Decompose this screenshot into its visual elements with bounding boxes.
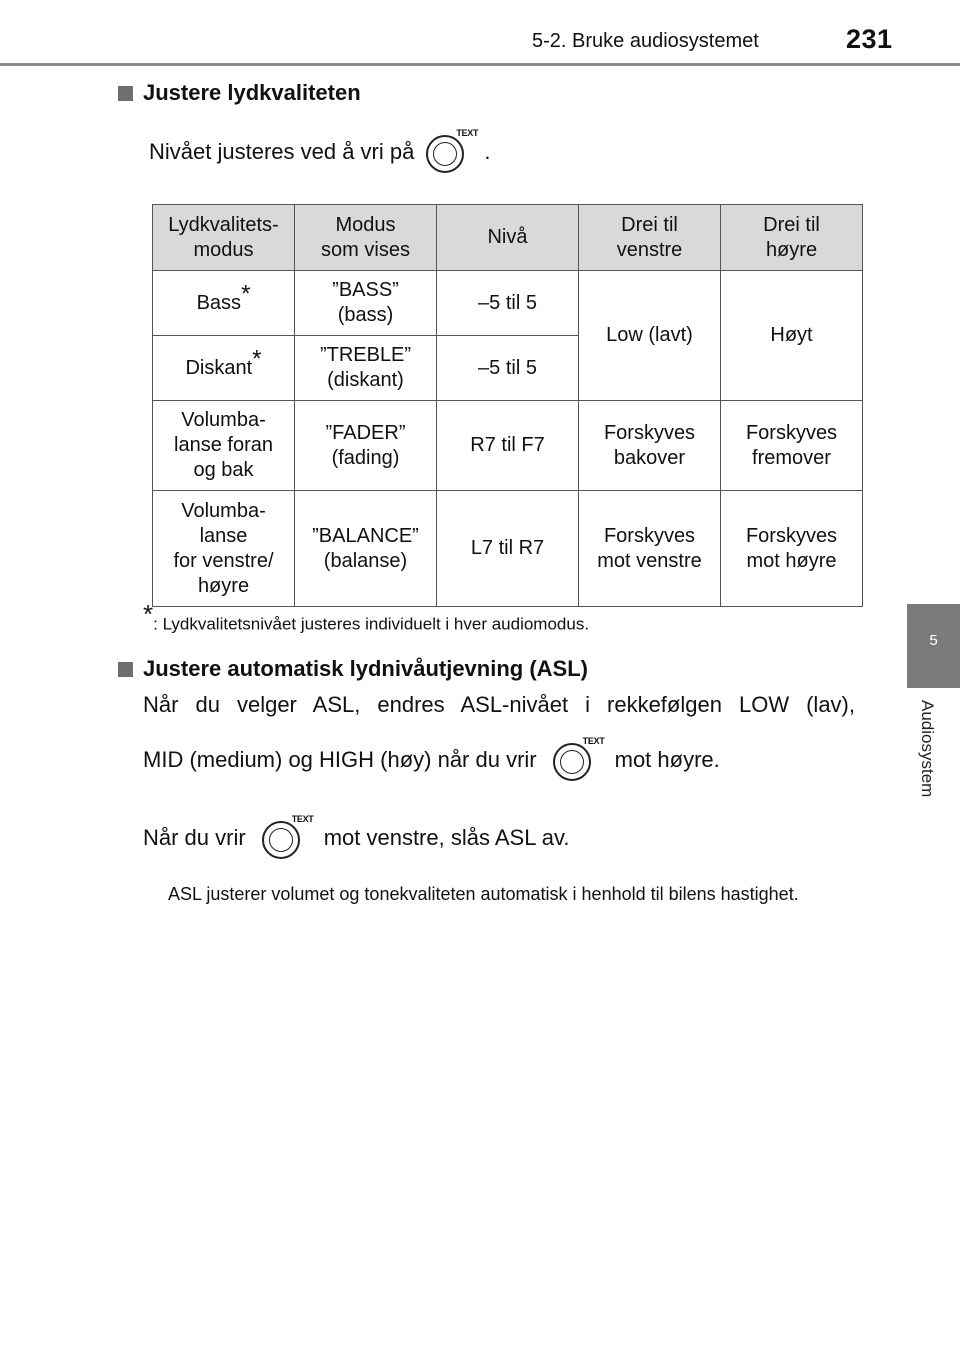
column-header: Nivå: [437, 205, 579, 271]
column-header: Lydkvalitets- modus: [153, 205, 295, 271]
section-heading-asl: [118, 656, 588, 682]
asl-line-1: Når du velger ASL, endres ASL-nivået i rekkefølgen LOW (lav),: [143, 692, 855, 717]
intro-text-end: .: [484, 139, 491, 164]
chapter-label: Audiosystem: [918, 700, 937, 798]
display-cell: ”TREBLE” (diskant): [295, 336, 437, 401]
asterisk-marker: *: [143, 599, 154, 629]
column-header: Drei til venstre: [579, 205, 721, 271]
asl-line-3: [143, 816, 569, 860]
level-cell: –5 til 5: [437, 336, 579, 401]
column-header: Drei til høyre: [721, 205, 863, 271]
page-number: 231: [846, 24, 893, 54]
header-divider: [0, 63, 960, 66]
turn-right-cell: Høyt: [721, 271, 863, 401]
mode-cell: Volumba- lanse foran og bak: [153, 401, 295, 491]
table-row: [153, 491, 863, 607]
asl-line-3-text: Når du vrir: [143, 825, 246, 850]
table-row: [153, 271, 863, 336]
mode-cell: Diskant*: [153, 336, 295, 401]
text-knob-icon: TEXT: [551, 738, 601, 782]
chapter-number: 5: [929, 632, 938, 649]
turn-left-cell: Forskyves mot venstre: [579, 491, 721, 607]
text-knob-icon: TEXT: [424, 130, 474, 174]
asl-note: ASL justerer volumet og tonekvaliteten automatisk i henhold til bilens hastighet.: [168, 884, 799, 904]
turn-left-cell: Low (lavt): [579, 271, 721, 401]
level-cell: L7 til R7: [437, 491, 579, 607]
intro-text: Nivået justeres ved å vri på: [149, 139, 415, 164]
display-cell: ”BASS” (bass): [295, 271, 437, 336]
section-heading-text: Justere lydkvaliteten: [143, 80, 361, 105]
chapter-tab: [907, 604, 960, 688]
asl-line-2-end: mot høyre.: [614, 747, 720, 772]
turn-left-cell: Forskyves bakover: [579, 401, 721, 491]
level-cell: R7 til F7: [437, 401, 579, 491]
table-header-row: [153, 205, 863, 271]
table-footnote: [143, 599, 590, 635]
table-row: [153, 401, 863, 491]
asterisk-marker: *: [252, 344, 262, 372]
footnote-text: : Lydkvalitetsnivået justeres individuelt i hver audiomodus.: [153, 614, 590, 634]
asl-line-2-text: MID (medium) og HIGH (høy) når du vrir: [143, 747, 537, 772]
display-cell: ”BALANCE” (balanse): [295, 491, 437, 607]
mode-cell: Bass*: [153, 271, 295, 336]
turn-right-cell: Forskyves mot høyre: [721, 491, 863, 607]
asterisk-marker: *: [241, 279, 251, 307]
square-bullet-icon: [118, 662, 133, 677]
header-section-title: 5-2. Bruke audiosystemet: [532, 30, 759, 52]
column-header: Modus som vises: [295, 205, 437, 271]
level-cell: –5 til 5: [437, 271, 579, 336]
text-knob-icon: TEXT: [260, 816, 310, 860]
mode-cell: Volumba- lanse for venstre/ høyre: [153, 491, 295, 607]
display-cell: ”FADER” (fading): [295, 401, 437, 491]
asl-line-2: [143, 738, 720, 782]
section-heading-text: Justere automatisk lydnivåutjevning (ASL): [143, 656, 588, 681]
sound-quality-table: [152, 204, 863, 607]
intro-line: [149, 130, 490, 174]
section-heading-sound-quality: [118, 80, 361, 106]
square-bullet-icon: [118, 86, 133, 101]
asl-line-3-end: mot venstre, slås ASL av.: [323, 825, 570, 850]
turn-right-cell: Forskyves fremover: [721, 401, 863, 491]
